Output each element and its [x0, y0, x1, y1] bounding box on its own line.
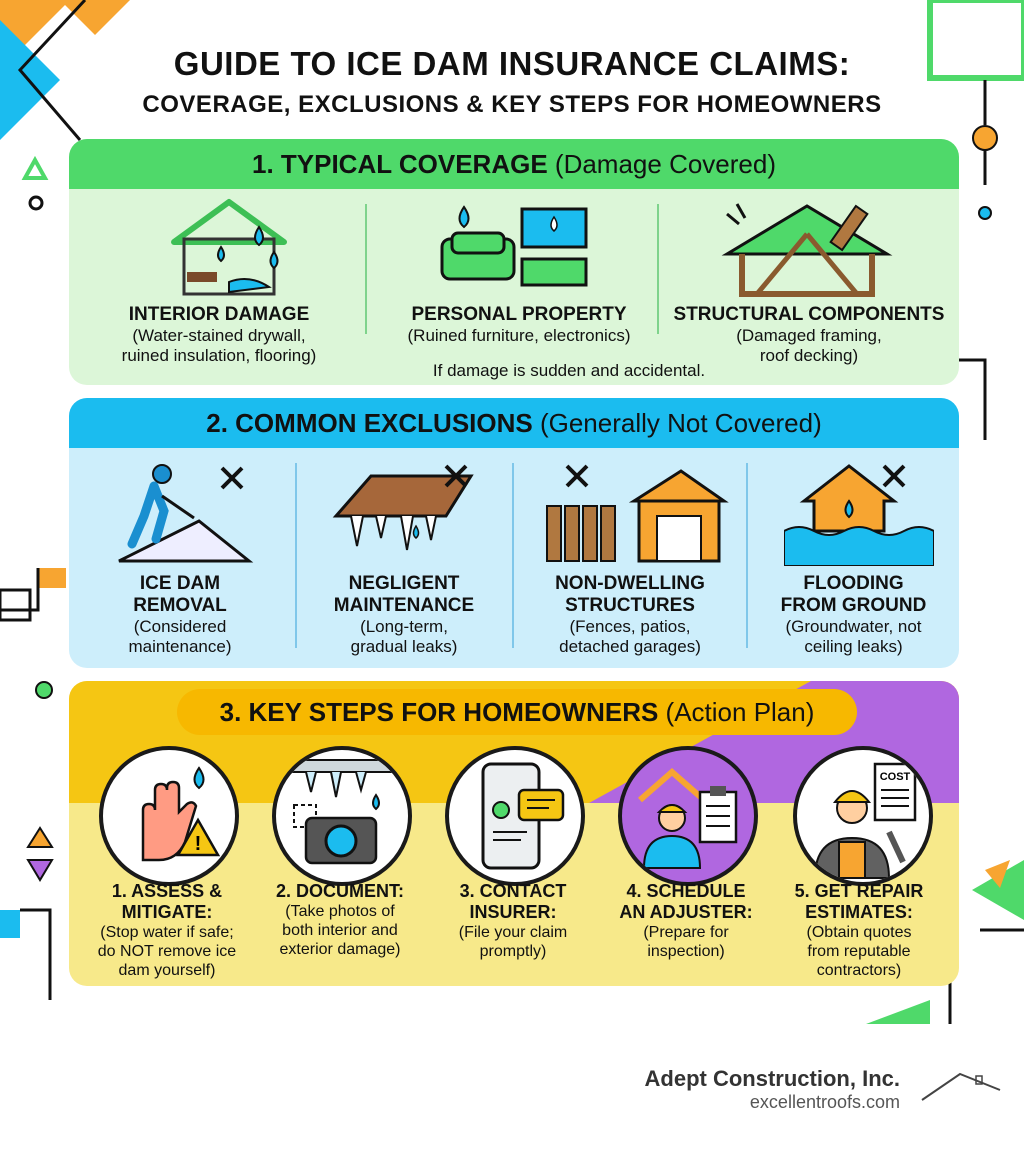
steps-panel — [69, 681, 959, 986]
exclusion-item-removal: ICE DAM REMOVAL (Considered maintenance) — [128, 573, 232, 656]
camera-icon — [272, 746, 412, 886]
roof-logo-icon — [920, 1068, 1004, 1104]
coverage-item-interior: INTERIOR DAMAGE (Water-stained drywall, ruined insulation, flooring) — [121, 304, 317, 365]
step-assess: 1. ASSESS & MITIGATE: (Stop water if safe; do NOT remove ice dam yourself) — [97, 881, 237, 979]
exclusion-item-flooding: FLOODING FROM GROUND (Groundwater, not ceiling leaks) — [780, 573, 927, 656]
hand-warning-icon — [99, 746, 239, 886]
coverage-item-property: PERSONAL PROPERTY (Ruined furniture, electronics) — [407, 304, 631, 345]
exclusion-item-negligent: NEGLIGENT MAINTENANCE (Long-term, gradual leaks) — [333, 573, 475, 656]
svg-text:!: ! — [194, 833, 202, 855]
step-estimates: 5. GET REPAIR ESTIMATES: (Obtain quotes from reputable contractors) — [794, 881, 924, 979]
steps-heading: 3. KEY STEPS FOR HOMEOWNERS (Action Plan) — [177, 689, 857, 735]
flood-house-icon — [784, 456, 934, 566]
brand-url: excellentroofs.com — [749, 1092, 900, 1112]
furniture-electronics-icon — [434, 197, 594, 297]
contractor-cost-icon — [793, 746, 933, 886]
exclusions-heading: 2. COMMON EXCLUSIONS (Generally Not Covered) — [69, 398, 959, 448]
brand-block — [620, 1066, 900, 1113]
icicle-roof-icon — [331, 456, 481, 566]
house-water-damage-icon — [159, 197, 299, 297]
page-subtitle: COVERAGE, EXCLUSIONS & KEY STEPS FOR HOMEOWNERS — [142, 91, 882, 118]
coverage-item-structural: STRUCTURAL COMPONENTS (Damaged framing, roof decking) — [673, 304, 945, 365]
coverage-note: If damage is sudden and accidental. — [432, 361, 706, 380]
coverage-panel — [69, 139, 959, 385]
step-contact: 3. CONTACT INSURER: (File your claim promptly) — [458, 881, 568, 960]
fence-garage-icon — [539, 456, 729, 566]
page-title: GUIDE TO ICE DAM INSURANCE CLAIMS: — [173, 45, 851, 82]
phone-chat-icon — [445, 746, 585, 886]
roof-worker-icon — [114, 456, 254, 566]
cost-label: COST — [879, 771, 911, 783]
step-adjuster: 4. SCHEDULE AN ADJUSTER: (Prepare for inspection) — [619, 881, 753, 960]
roof-framing-icon — [717, 194, 897, 299]
coverage-heading: 1. TYPICAL COVERAGE (Damage Covered) — [69, 139, 959, 189]
adjuster-clipboard-icon — [618, 746, 758, 886]
exclusions-panel — [69, 398, 959, 668]
step-document: 2. DOCUMENT: (Take photos of both interior and exterior damage) — [275, 881, 404, 958]
brand-name: Adept Construction, Inc. — [644, 1066, 900, 1091]
divider — [365, 204, 367, 334]
exclusion-item-non-dwelling: NON-DWELLING STRUCTURES (Fences, patios, detached garages) — [555, 573, 705, 656]
